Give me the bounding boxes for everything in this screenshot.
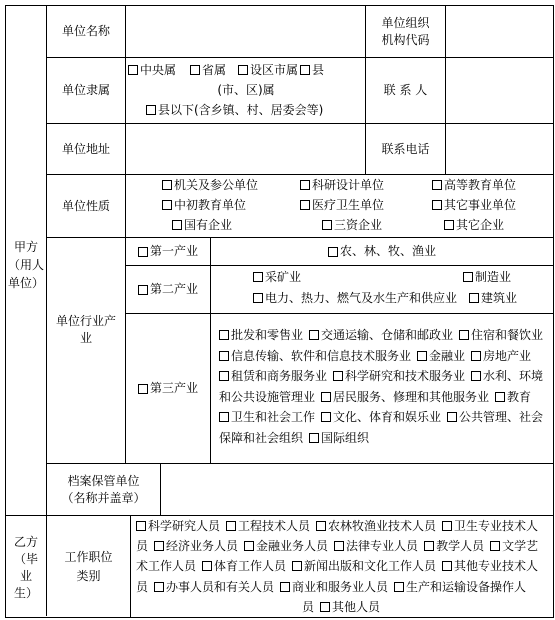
phone-label: 联系电话	[381, 141, 430, 156]
checkbox-icon	[146, 105, 156, 115]
nature-option[interactable]: 三资企业	[322, 215, 382, 235]
checkbox-icon	[219, 412, 229, 422]
checkbox-icon	[138, 384, 148, 394]
job-option[interactable]: 文学艺	[490, 536, 538, 556]
job-option[interactable]: 金融业务人员	[244, 536, 328, 556]
checkbox-icon	[394, 582, 404, 592]
job-option[interactable]: 员	[136, 579, 149, 594]
tertiary-row	[219, 387, 551, 408]
checkbox-icon	[424, 541, 434, 551]
border-left	[5, 5, 6, 618]
nature-option[interactable]: 其它企业	[444, 215, 504, 235]
checkbox-icon	[280, 582, 290, 592]
checkbox-icon	[471, 351, 481, 361]
checkbox-icon	[495, 392, 505, 402]
job-label: 工作职位 类别	[64, 549, 113, 583]
checkbox-icon	[321, 412, 331, 422]
tertiary-row	[219, 325, 551, 346]
job-row	[136, 536, 552, 556]
checkbox-icon	[128, 65, 138, 75]
tertiary-row	[219, 366, 551, 387]
checkbox-icon	[162, 180, 172, 190]
checkbox-icon	[442, 561, 452, 571]
tertiary-option[interactable]: 居民服务、修理和其他服务业	[321, 387, 489, 408]
job-option[interactable]: 农林牧渔业技术人员	[316, 516, 436, 536]
tertiary-option[interactable]: 保障和社会组织	[219, 430, 304, 445]
checkbox-icon	[219, 371, 229, 381]
address-field[interactable]	[126, 124, 365, 174]
primary-option[interactable]: 农、林、牧、渔业	[211, 238, 553, 265]
tertiary-industry[interactable]	[126, 314, 210, 463]
affiliation-option[interactable]: 中央属	[128, 60, 176, 80]
tertiary-option[interactable]: 文化、体育和娱乐业	[321, 407, 441, 428]
job-option[interactable]: 新闻出版和文化工作人员	[292, 556, 436, 576]
job-option[interactable]: 办事人员和有关人员	[154, 577, 274, 597]
nature-label: 单位性质	[61, 198, 110, 213]
checkbox-icon	[309, 433, 319, 443]
tertiary-option[interactable]: 公共管理、社会	[447, 407, 543, 428]
nature-option[interactable]: 高等教育单位	[432, 175, 516, 195]
tertiary-option[interactable]: 批发和零售业	[219, 325, 303, 346]
checkbox-icon	[202, 561, 212, 571]
checkbox-icon	[253, 293, 263, 303]
address-label: 单位地址	[61, 141, 110, 156]
checkbox-icon	[154, 582, 164, 592]
tertiary-option[interactable]: 租赁和商务服务业	[219, 366, 327, 387]
job-row	[136, 516, 552, 536]
checkbox-icon	[172, 220, 182, 230]
job-option[interactable]: 教学人员	[424, 536, 484, 556]
job-row	[136, 556, 552, 576]
affiliation-label: 单位隶属	[61, 83, 110, 97]
affiliation-option-cont: (市、区)属	[217, 83, 275, 97]
tertiary-row	[219, 407, 551, 428]
checkbox-icon	[322, 220, 332, 230]
checkbox-icon	[253, 272, 263, 282]
job-option[interactable]: 体育工作人员	[202, 556, 286, 576]
checkbox-icon	[136, 521, 146, 531]
checkbox-icon	[162, 200, 172, 210]
nature-option[interactable]: 国有企业	[172, 215, 232, 235]
job-option[interactable]: 术工作人员	[136, 559, 197, 574]
job-option[interactable]: 商业和服务业人员	[280, 577, 388, 597]
org-code-label: 单位组织 机构代码	[381, 15, 430, 47]
checkbox-icon	[469, 293, 479, 303]
border-bottom	[5, 617, 553, 618]
tertiary-option[interactable]: 交通运输、仓储和邮政业	[309, 325, 453, 346]
checkbox-icon	[154, 541, 164, 551]
contact-field[interactable]	[446, 58, 553, 123]
checkbox-icon	[442, 521, 452, 531]
tertiary-row	[219, 428, 551, 449]
checkbox-icon	[300, 180, 310, 190]
checkbox-icon	[244, 541, 254, 551]
affiliation-options	[128, 60, 364, 120]
checkbox-icon	[490, 541, 500, 551]
job-row	[136, 577, 552, 597]
tertiary-option[interactable]: 水利、环境	[471, 366, 543, 387]
tertiary-label: 第三产业	[149, 381, 198, 395]
checkbox-icon	[321, 392, 331, 402]
divider	[210, 237, 211, 463]
tertiary-option[interactable]: 卫生和社会工作	[219, 407, 315, 428]
affiliation-option[interactable]: 省属	[190, 60, 226, 80]
job-option[interactable]: 员	[136, 539, 149, 554]
party-b-label: 乙方 （毕 业 生）	[13, 535, 38, 600]
affiliation-option[interactable]: 设区市属	[238, 60, 298, 80]
org-code-field[interactable]	[446, 6, 553, 57]
nature-option[interactable]: 其它事业单位	[432, 195, 516, 215]
checkbox-icon	[190, 65, 200, 75]
tertiary-option[interactable]: 科学研究和技术服务业	[333, 366, 465, 387]
checkbox-icon	[292, 561, 302, 571]
job-option[interactable]: 员	[302, 599, 315, 614]
archive-field[interactable]	[161, 464, 553, 515]
checkbox-icon	[444, 220, 454, 230]
job-option[interactable]: 其他专业技术人	[442, 556, 538, 576]
unit-name-label: 单位名称	[61, 24, 110, 38]
unit-name-field[interactable]	[126, 6, 365, 57]
checkbox-icon	[328, 247, 338, 257]
checkbox-icon	[432, 180, 442, 190]
checkbox-icon	[333, 371, 343, 381]
checkbox-icon	[334, 541, 344, 551]
checkbox-icon	[219, 351, 229, 361]
tertiary-option[interactable]: 房地产业	[471, 346, 531, 367]
archive-label: 档案保管单位 （名称并盖章）	[61, 473, 146, 505]
secondary-label: 第二产业	[149, 282, 198, 296]
job-option[interactable]: 经济业务人员	[154, 536, 238, 556]
checkbox-icon	[320, 602, 330, 612]
checkbox-icon	[309, 330, 319, 340]
tertiary-option[interactable]: 金融业	[417, 346, 465, 367]
tertiary-option[interactable]: 住宿和餐饮业	[459, 325, 543, 346]
tertiary-option[interactable]: 教育	[495, 387, 531, 408]
tertiary-option[interactable]: 和公共设施管理业	[219, 389, 316, 404]
secondary-industry[interactable]	[126, 266, 210, 313]
tertiary-options	[219, 325, 551, 448]
nature-option[interactable]: 医疗卫生单位	[300, 195, 384, 215]
checkbox-icon	[138, 285, 148, 295]
contact-label: 联 系 人	[383, 83, 428, 97]
secondary-option[interactable]: 电力、热力、燃气及水生产和供应业	[253, 288, 457, 308]
checkbox-icon	[138, 247, 148, 257]
job-option[interactable]: 卫生专业技术人	[442, 516, 538, 536]
checkbox-icon	[238, 65, 248, 75]
job-option[interactable]: 法律专业人员	[334, 536, 418, 556]
checkbox-icon	[463, 272, 473, 282]
checkbox-icon	[447, 412, 457, 422]
nature-option[interactable]: 机关及参公单位	[162, 175, 258, 195]
checkbox-icon	[219, 330, 229, 340]
nature-option[interactable]: 中初教育单位	[162, 195, 246, 215]
checkbox-icon	[300, 200, 310, 210]
checkbox-icon	[432, 200, 442, 210]
primary-industry[interactable]	[126, 238, 210, 265]
divider	[130, 515, 131, 617]
border-right	[553, 5, 554, 618]
industry-label: 单位行业产 业	[55, 314, 116, 345]
affiliation-option[interactable]: 县	[300, 60, 324, 80]
job-option[interactable]: 工程技术人员	[226, 516, 310, 536]
job-option[interactable]: 生产和运输设备操作人	[394, 577, 526, 597]
nature-option[interactable]: 科研设计单位	[300, 175, 384, 195]
checkbox-icon	[459, 330, 469, 340]
tertiary-option[interactable]: 信息传输、软件和信息技术服务业	[219, 346, 411, 367]
affiliation-option[interactable]: 县以下(含乡镇、村、居委会等)	[146, 100, 323, 120]
tertiary-option[interactable]: 国际组织	[309, 428, 369, 449]
checkbox-icon	[300, 65, 310, 75]
tertiary-row	[219, 346, 551, 367]
job-options	[136, 516, 552, 617]
phone-field[interactable]	[446, 124, 553, 174]
party-a-label: 甲方 （用人 单位）	[7, 240, 44, 290]
secondary-option[interactable]: 制造业	[463, 267, 511, 287]
primary-label: 第一产业	[149, 244, 198, 258]
checkbox-icon	[417, 351, 427, 361]
checkbox-icon	[471, 371, 481, 381]
secondary-option[interactable]: 建筑业	[469, 288, 517, 308]
job-option[interactable]: 科学研究人员	[136, 516, 220, 536]
job-option[interactable]: 其他人员	[320, 597, 380, 617]
job-row	[136, 597, 552, 617]
checkbox-icon	[316, 521, 326, 531]
checkbox-icon	[226, 521, 236, 531]
secondary-option[interactable]: 采矿业	[253, 267, 301, 287]
